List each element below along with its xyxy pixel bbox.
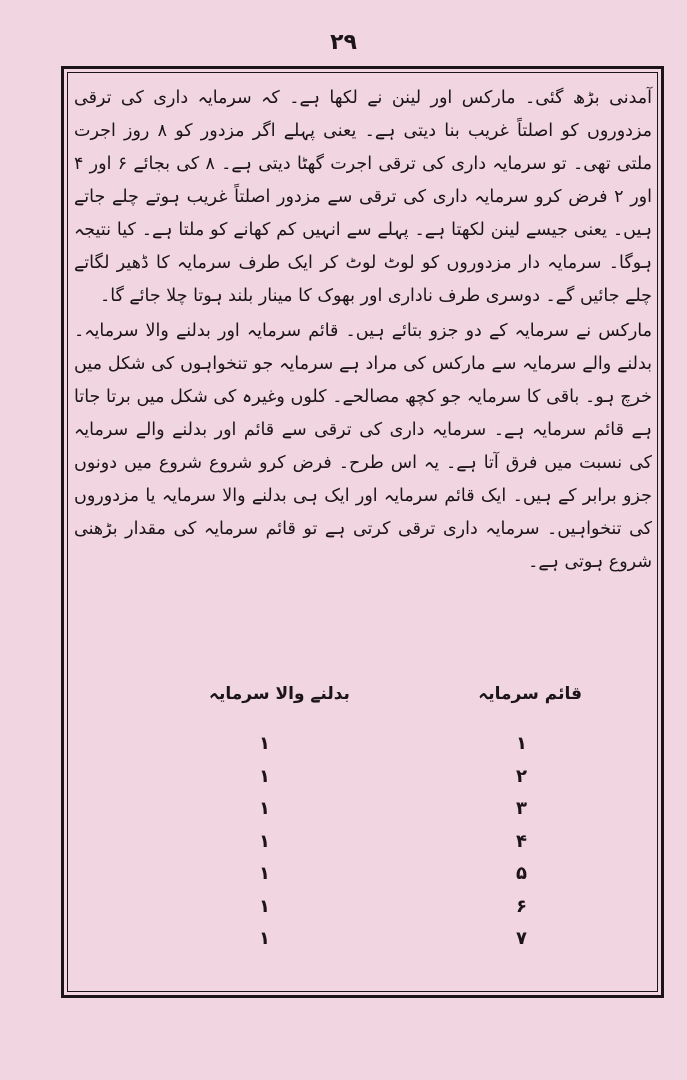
fixed-capital-column [516, 729, 527, 957]
fixed-capital-value: ۷ [516, 928, 527, 949]
fixed-capital-value: ۱ [516, 733, 527, 754]
fixed-capital-value: ۶ [516, 895, 527, 917]
capital-table [74, 683, 652, 983]
fixed-capital-value: ۴ [516, 830, 527, 852]
body-text [74, 82, 652, 579]
variable-capital-header: بدلنے والا سرمایہ [209, 684, 350, 704]
variable-capital-column [259, 729, 270, 957]
variable-capital-value: ۱ [259, 733, 270, 754]
fixed-capital-value: ۳ [516, 798, 527, 819]
fixed-capital-value: ۲ [516, 765, 527, 787]
page-number: ۲۹ [330, 30, 357, 55]
variable-capital-value: ۱ [259, 895, 270, 917]
variable-capital-value: ۱ [259, 863, 270, 884]
variable-capital-value: ۱ [259, 928, 270, 949]
variable-capital-value: ۱ [259, 765, 270, 787]
paragraph-1: آمدنی بڑھ گئی۔ مارکس اور لینن نے لکھا ہے۔ کہ سرمایہ داری کی ترقی مزدوروں کو اصلتاً غریب بنا دیتی ہے۔ یعنی پہلے اگر مزدور کو ۸ روز اجرت ملتی تھی۔ تو سرمایہ داری کی ترقی اجرت گھٹا دیتی ہے۔ ۸ کی بجائے ۶ اور ۴ اور ۲ فرض کرو سرمایہ داری کی ترقی سے مزدور اصلتاً غریب ہوتے چلے جاتے ہیں۔ یعنی جیسے لینن لکھتا ہے۔ پہلے سے انہیں کم کھانے کو ملتا ہے۔ کیا نتیجہ ہوگا۔ سرمایہ دار مزدوروں کو لوٹ لوٹ کر ایک طرف سرمایہ کا ڈھیر لگاتے چلے جائیں گے۔ دوسری طرف ناداری اور بھوک کا مینار بلند ہوتا چلا جائے گا۔ [74, 88, 653, 306]
paragraph-2: مارکس نے سرمایہ کے دو جزو بتائے ہیں۔ قائم سرمایہ اور بدلنے والا سرمایہ۔ بدلنے والے سرمایہ سے مارکس کی مراد ہے سرمایہ جو تنخواہوں کی شکل میں خرچ ہو۔ باقی کا سرمایہ جو کچھ مصالحے۔ کلوں وغیرہ کی شکل میں برتا جاتا ہے قائم سرمایہ ہے۔ سرمایہ داری کی ترقی سے قائم اور بدلنے والے سرمایہ کی نسبت میں فرق آتا ہے۔ یہ اس طرح۔ فرض کرو شروع شروع میں دونوں جزو برابر کے ہیں۔ ایک قائم سرمایہ اور ایک ہی بدلنے والا سرمایہ یا مزدوروں کی تنخواہیں۔ سرمایہ داری ترقی کرتی ہے تو قائم سرمایہ کی مقدار بڑھنی شروع ہوتی ہے۔ [74, 321, 652, 572]
variable-capital-value: ۱ [259, 798, 270, 819]
fixed-capital-value: ۵ [516, 863, 527, 884]
variable-capital-value: ۱ [259, 830, 270, 852]
fixed-capital-header: قائم سرمایہ [478, 684, 582, 704]
